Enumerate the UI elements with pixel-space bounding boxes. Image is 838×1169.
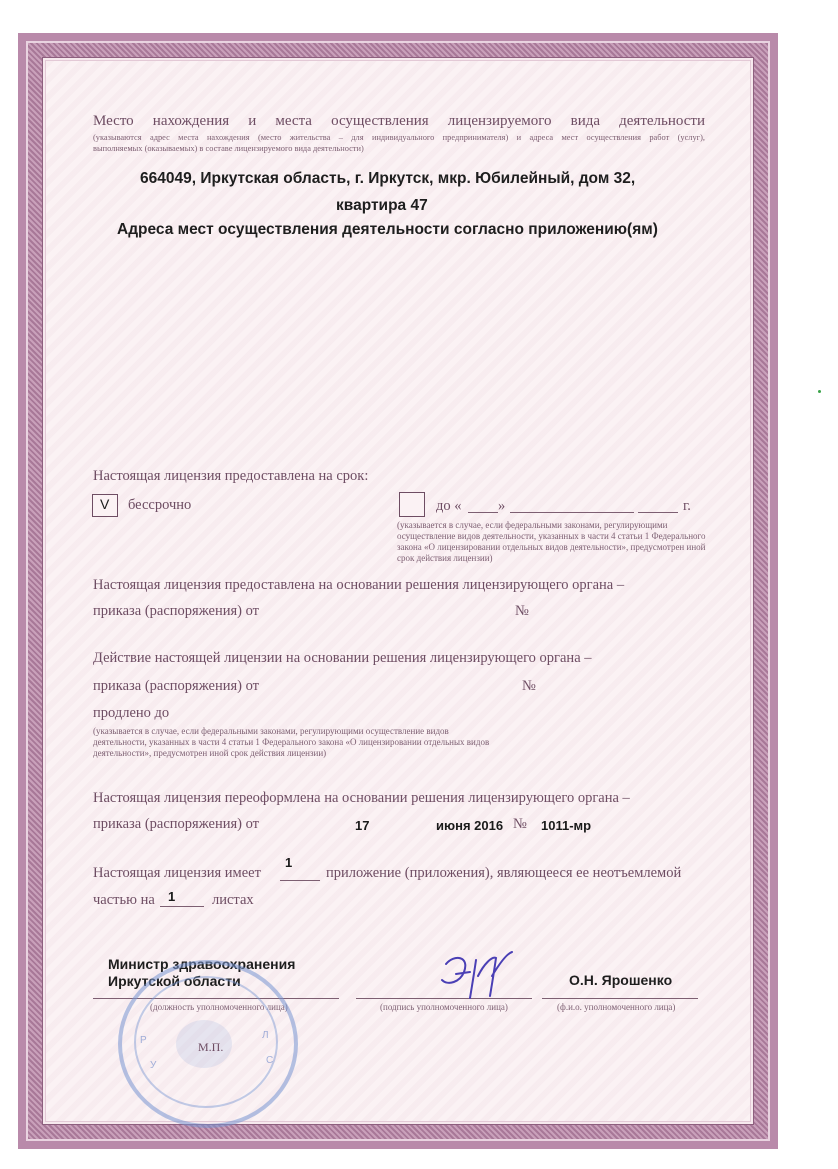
extension-line-1: Действие настоящей лицензии на основании решения лицензирующего органа – xyxy=(93,650,592,666)
until-mid: » xyxy=(498,498,506,514)
reissue-line-1: Настоящая лицензия переоформлена на основании решения лицензирующего органа – xyxy=(93,790,630,806)
seal-lettering: У xyxy=(150,1060,157,1071)
address-line-1: 664049, Иркутская область, г. Иркутск, мкр. Юбилейный, дом 32, xyxy=(140,170,636,187)
until-month-line xyxy=(510,512,634,513)
seal-lettering: Л xyxy=(262,1030,269,1041)
appendix-line-1-start: Настоящая лицензия имеет xyxy=(93,865,261,881)
appendix-sheets: 1 xyxy=(168,889,176,904)
seal-label: М.П. xyxy=(198,1040,224,1054)
location-heading: Место нахождения и места осуществления лицензируемого вида деятельности xyxy=(93,113,705,129)
signer-position-line-2: Иркутской области xyxy=(108,973,241,989)
until-day-line xyxy=(468,512,498,513)
perpetual-label: бессрочно xyxy=(128,497,192,513)
seal-lettering: С xyxy=(266,1055,274,1066)
reissue-month-year: июня 2016 xyxy=(436,818,504,833)
address-line-2: квартира 47 xyxy=(336,197,428,214)
name-caption: (ф.и.о. уполномоченного лица) xyxy=(557,1002,676,1012)
appendix-sheets-line xyxy=(160,906,204,907)
until-label: до « xyxy=(436,498,462,514)
basis-number-sign: № xyxy=(515,603,529,619)
seal-lettering: Р xyxy=(140,1035,147,1046)
location-note-1: (указываются адрес места нахождения (место жительства – для индивидуального предпринимателя) и адреса мест осуществления работ (услуг), xyxy=(93,133,705,142)
signer-position-line-1: Министр здравоохранения xyxy=(108,956,296,972)
basis-line-1: Настоящая лицензия предоставлена на основании решения лицензирующего органа – xyxy=(93,577,625,593)
extension-note: (указывается в случае, если федеральными законами, регулирующими осуществление видов деятельности, указанных в части 4 статьи 1 Федерального закона «О лицензировании отдельных видов деятельности», предусмотрен иной срок действия лицензии) xyxy=(93,726,490,758)
reissue-line-2: приказа (распоряжения) от xyxy=(93,816,259,832)
appendix-count: 1 xyxy=(285,855,293,870)
scan-speck xyxy=(818,390,821,393)
signer-name: О.Н. Ярошенко xyxy=(569,972,673,988)
appendix-line-1-end: приложение (приложения), являющееся ее неотъемлемой xyxy=(326,865,682,881)
appendix-line-2-end: листах xyxy=(212,892,254,908)
position-caption: (должность уполномоченного лица) xyxy=(150,1002,288,1012)
until-year-line xyxy=(638,512,678,513)
addresses-appendix-note: Адреса мест осуществления деятельности согласно приложению(ям) xyxy=(117,221,658,238)
appendix-count-line xyxy=(280,880,320,881)
year-suffix: г. xyxy=(683,498,691,514)
signature-caption: (подпись уполномоченного лица) xyxy=(380,1002,508,1012)
name-line xyxy=(542,998,698,999)
signature-mark xyxy=(436,946,516,1004)
perpetual-checkbox[interactable] xyxy=(92,494,118,517)
extended-until-label: продлено до xyxy=(93,705,170,721)
extension-number-sign: № xyxy=(522,678,536,694)
reissue-day: 17 xyxy=(355,818,370,833)
until-note: (указывается в случае, если федеральными законами, регулирующими осуществление видов деятельности, указанных в части 4 статьи 1 Федерального закона «О лицензировании отдельных видов деятельности», предусмотрен иной срок действия лицензии) xyxy=(397,520,706,563)
check-mark: V xyxy=(100,496,110,512)
reissue-number: 1011-мр xyxy=(541,818,592,833)
location-note-2: выполняемых (оказываемых) в составе лицензируемого вида деятельности) xyxy=(93,144,364,153)
until-checkbox[interactable] xyxy=(399,492,425,517)
extension-line-2: приказа (распоряжения) от xyxy=(93,678,259,694)
reissue-number-sign: № xyxy=(513,816,527,832)
term-heading: Настоящая лицензия предоставлена на срок: xyxy=(93,468,369,484)
appendix-line-2-start: частью на xyxy=(93,892,155,908)
basis-line-2: приказа (распоряжения) от xyxy=(93,603,259,619)
